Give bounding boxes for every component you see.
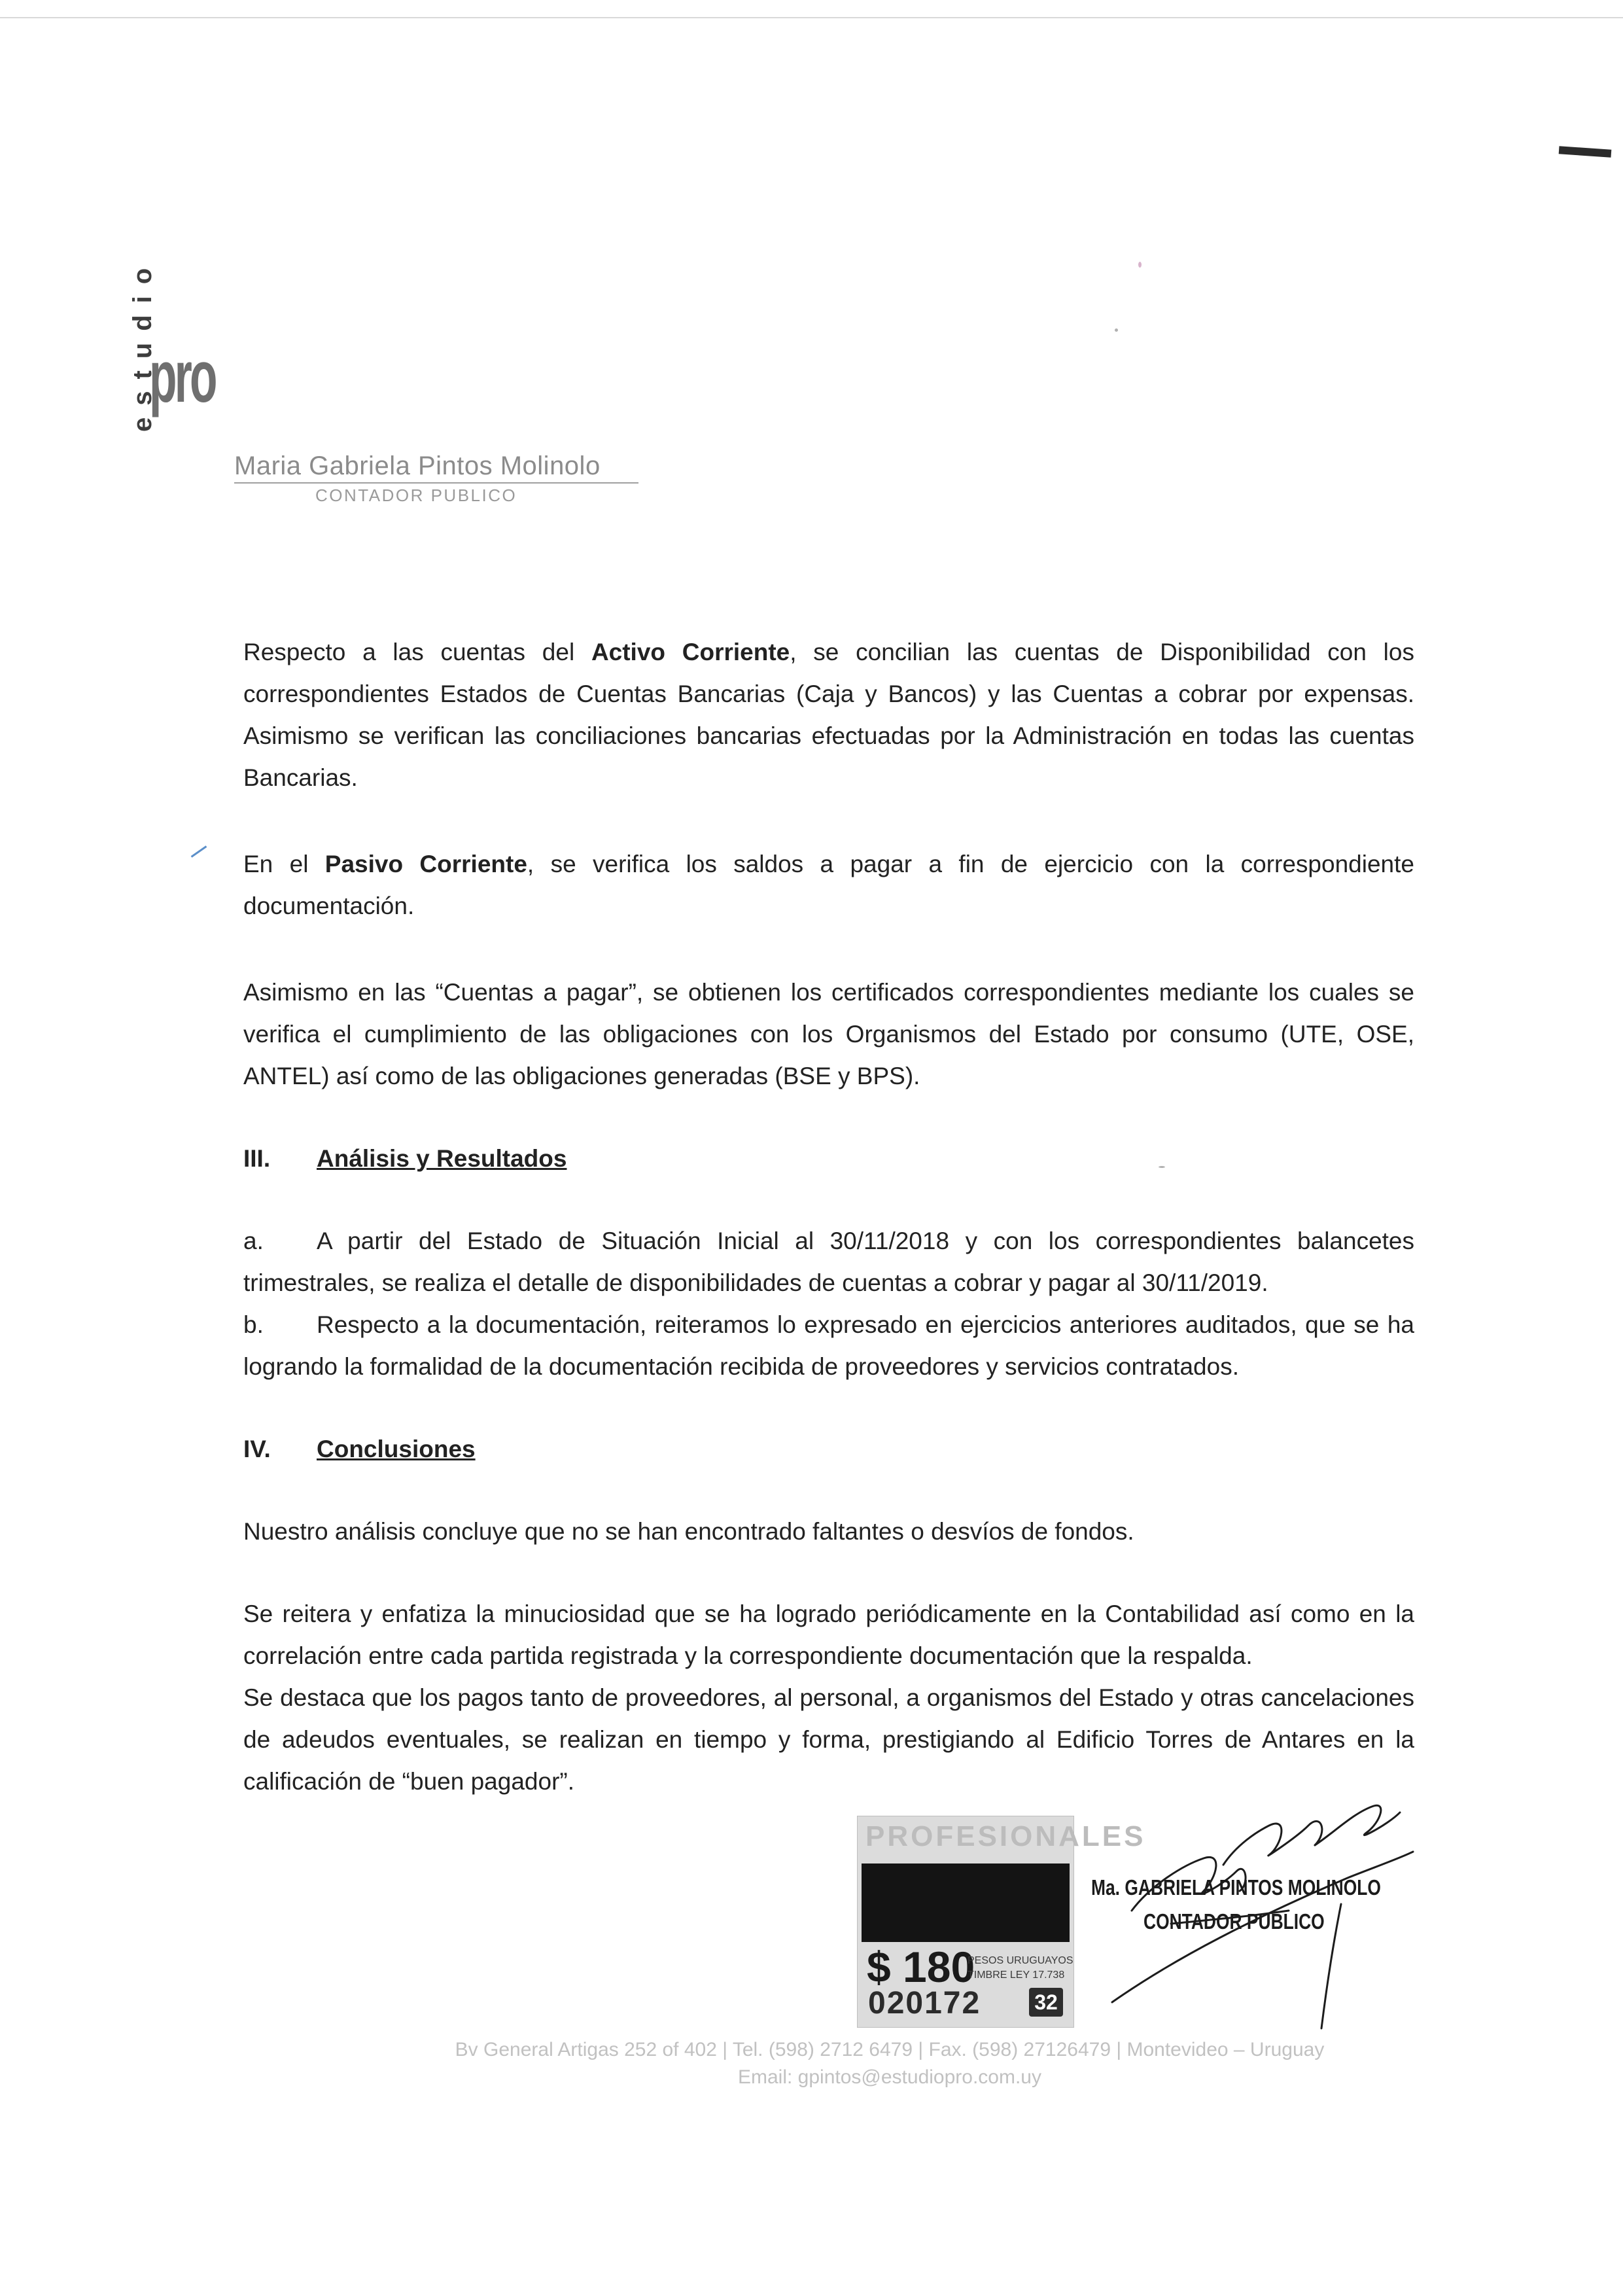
section-heading-analisis: III. Análisis y Resultados: [243, 1145, 567, 1172]
list-item-b: b. Respecto a la documentación, reiteramos lo expresado en ejercicios anteriores auditados, que se ha logrando la formalidad de la documentación recibida de proveedores y servicios contratados.: [243, 1311, 1414, 1380]
footer-address: Bv General Artigas 252 of 402 | Tel. (598) 2712 6479 | Fax. (598) 27126479 | Montevideo – Uruguay: [455, 2039, 1325, 2060]
section-heading-conclusiones: IV. Conclusiones: [243, 1436, 476, 1462]
paragraph-reitera: Se reitera y enfatiza la minuciosidad que se ha logrado periódicamente en la Contabilidad así como en la correlación entre cada partida registrada y la correspondiente documentación que la respalda.: [243, 1600, 1414, 1669]
scan-speck: [1115, 328, 1118, 332]
signature-title: CONTADOR PUBLICO: [1143, 1909, 1325, 1934]
signature-name: Ma. GABRIELA PINTOS MOLINOLO: [1091, 1875, 1381, 1899]
scan-speck: [1138, 262, 1142, 268]
letterhead-footer: [262, 2036, 1518, 2091]
revenue-stamp: [857, 1816, 1146, 2028]
letterhead-logo: [128, 256, 221, 576]
letterhead-name: Maria Gabriela Pintos Molinolo: [234, 451, 601, 480]
document-body: [243, 631, 1414, 1803]
paragraph-activo-corriente: Respecto a las cuentas del Activo Corriente, se concilian las cuentas de Disponibilidad con los correspondientes Estados de Cuentas Bancarias (Caja y Bancos) y las Cuentas a cobrar por expensas. Asimismo se verifican las conciliaciones bancarias efectuadas por la Administración en todas las cuentas Bancarias.: [243, 639, 1414, 791]
logo-pro-text: pro: [149, 336, 215, 417]
scan-top-edge: [0, 17, 1623, 18]
stamp-header: PROFESIONALES: [865, 1820, 1146, 1852]
paragraph-conclusion: Nuestro análisis concluye que no se han encontrado faltantes o desvíos de fondos.: [243, 1518, 1134, 1545]
list-item-a: a. A partir del Estado de Situación Inicial al 30/11/2018 y con los correspondientes balancetes trimestrales, se realiza el detalle de disponibilidades de cuentas a cobrar y pagar al 30/11/2019.: [243, 1227, 1414, 1296]
stamp-price: $ 180: [867, 1943, 975, 1991]
bold-pasivo-corriente: Pasivo Corriente: [324, 851, 527, 877]
letterhead-title: CONTADOR PUBLICO: [315, 486, 517, 505]
paragraph-cuentas-a-pagar: Asimismo en las “Cuentas a pagar”, se obtienen los certificados correspondientes mediante los cuales se verifica el cumplimiento de las obligaciones con los Organismos del Estado por consumo (UTE, OSE, ANTEL) así como de las obligaciones generadas (BSE y BPS).: [243, 979, 1414, 1089]
stamp-serial: 020172: [868, 1986, 981, 2021]
stamp-small-text: PESOS URUGUAYOS TIMBRE LEY 17.738: [968, 1955, 1073, 1981]
logo-estudio-text: estudio: [128, 256, 157, 432]
bold-activo-corriente: Activo Corriente: [591, 639, 790, 665]
stamp-badge: 32: [1029, 1988, 1063, 2017]
footer-email: Email: gpintos@estudiopro.com.uy: [737, 2066, 1041, 2088]
letterhead-rule: [234, 482, 638, 484]
stamp-redacted-block: [862, 1863, 1070, 1942]
paragraph-destaca: Se destaca que los pagos tanto de proveedores, al personal, a organismos del Estado y otras cancelaciones de adeudos eventuales, se realizan en tiempo y forma, prestigiando al Edificio Torres de Antares en la calificación de “buen pagador”.: [243, 1684, 1414, 1795]
scan-mark: [191, 845, 207, 858]
paragraph-pasivo-corriente: En el Pasivo Corriente, se verifica los saldos a pagar a fin de ejercicio con la correspondiente documentación.: [243, 851, 1414, 919]
scan-edge-mark: [1559, 146, 1612, 158]
